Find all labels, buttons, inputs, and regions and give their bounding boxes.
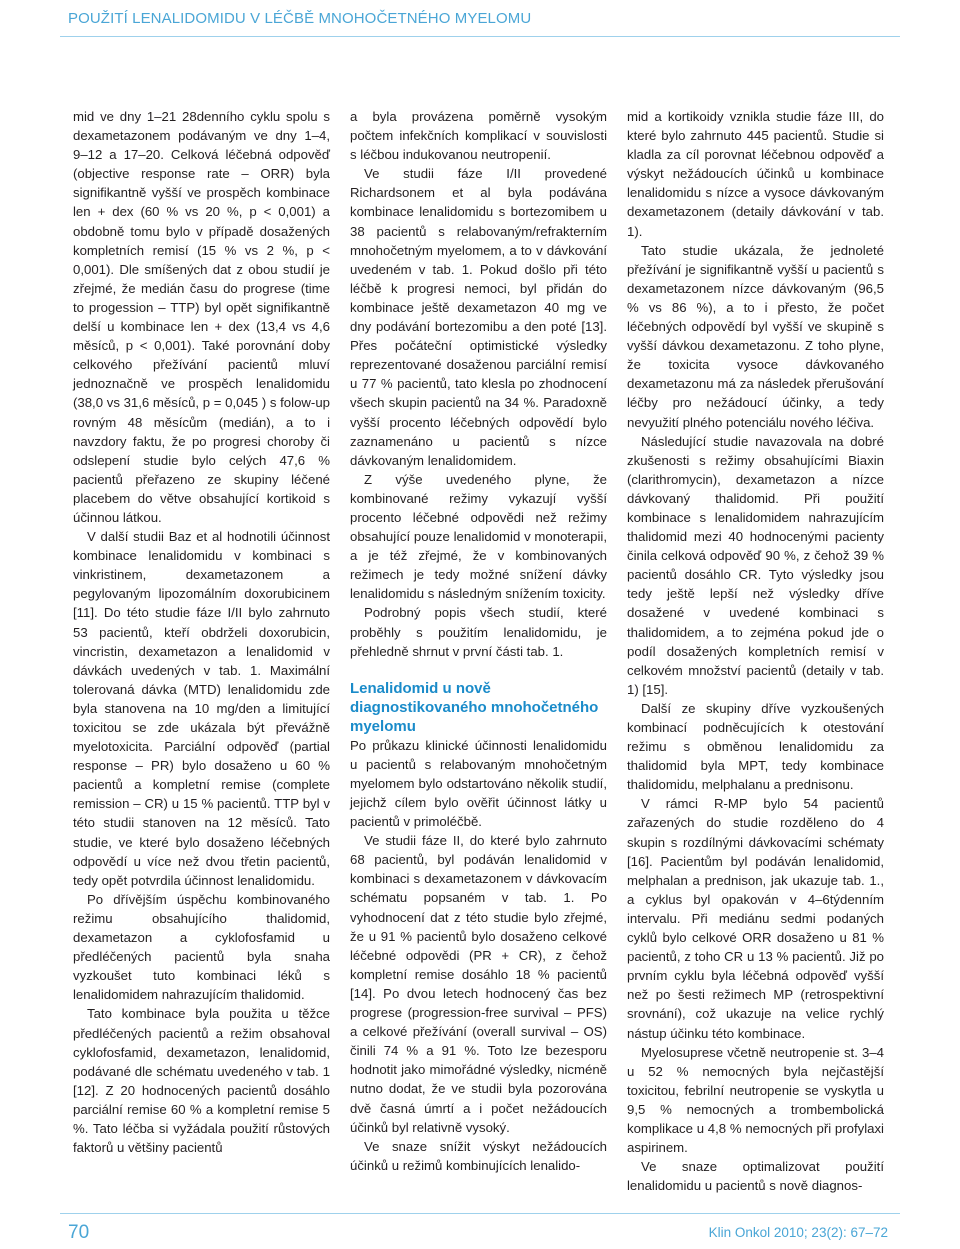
footer-divider xyxy=(60,1213,900,1214)
paragraph: Podrobný popis všech studií, které proběhly s použitím lenalidomidu, je přehledně shrnut v první části tab. 1. xyxy=(350,605,607,659)
paragraph: V rámci R-MP bylo 54 pacientů zařazených do studie rozděleno do 4 skupin s rozdílnými dávkovacími schématy [16]. Pacientům byl podáván lenalidomid, melphalan a prednison, jak ukazuje tab. 1., a cyklus byl opakován v 4–6týdenním intervalu. Při mediánu sedmi podaných cyklů bylo celkové ORR dosaženo u 81 % pacientů, z toho CR u 13 % pacientů. Již po prvním cyklu byla léčebná odpověď vyšší než po šesti režimech MP (retrospektivní srovnání), což ukazuje na velice rychlý nástup účinku této kombinace. xyxy=(627,796,884,1041)
text-column-1 xyxy=(73,107,330,1157)
paragraph: Myelosuprese včetně neutropenie st. 3–4 u 52 % nemocných byla nejčastější toxicitou, febrilní neutropenie se vyskytla u 9,5 % nemocných a trombembolická komplikace u 4,8 % nemocných při profylaxi aspirinem. xyxy=(627,1044,884,1156)
paragraph: mid ve dny 1–21 28denního cyklu spolu s dexametazonem podávaným ve dny 1–4, 9–12 a 17–20. Celková léčebná odpověď (objective response rate – ORR) byla signifikantně vyšší ve prospěch kombinace len + dex (60 % vs 20 %, p < 0,001) a obdobně tomu bylo v případě dosažených kompletních remisí (15 % vs 2 %, p < 0,001). Dle smíšených dat z obou studií je zřejmé, že medián času do progrese (time to progession – TTP) byl opět signifikantně delší u kombinace len + dex (13,4 vs 4,6 měsíců, p < 0,001). Také porovnání doby celkového přežívání pacientů mluví jednoznačně ve prospěch lenalidomidu (38,0 vs 31,6 měsíců, p = 0,045 ) s folow-up rovným 48 měsícům (medián), a to i navzdory faktu, že po progresi choroby či odslepení studie bylo celých 47,6 % pacientů přeřazeno ze skupiny léčené placebem do větve obsahující kortikoid s účinnou látkou. xyxy=(73,109,330,525)
paragraph: a byla provázena poměrně vysokým počtem infekčních komplikací v souvislosti s léčbou indukovanou neutropenií. xyxy=(350,109,607,163)
paragraph: Další ze skupiny dříve vyzkoušených kombinací podněcujících k otestování režimu s obměnou lenalidomidu za thalidomid byla MPT, tedy kombinace thalidomidu, melphalanu a prednisonu. xyxy=(627,700,884,793)
paragraph: Ve studii fáze II, do které bylo zahrnuto 68 pacientů, byl podáván lenalidomid v kombinaci s dexametazonem v dávkovacím schématu popsaném v tab. 1. Po vyhodnocení dat z této studie bylo zřejmé, že u 91 % pacientů bylo dosaženo celkové léčebné odpovědi (PR + CR), z čehož kompletní remise dosáhlo 18 % pacientů [14]. Po dvou letech hodnocený čas bez progrese (progression-free survival – PFS) a celkové přežívání (overall survival – OS) činili 74 % a 91 %. Toto lze bezesporu hodnotit jako mimořádné výsledky, nicméně nutno dodat, že ve studii byla pozorována dvě časná úmrtí a i počet nežádoucích účinků byl relativně vysoký. xyxy=(350,833,607,1135)
text-column-2 xyxy=(350,107,607,1175)
header-divider xyxy=(60,36,900,37)
paragraph: Po dřívějším úspěchu kombinovaného režimu obsahujícího thalidomid, dexametazon a cyklofosfamid u předléčených pacientů byla snaha vyzkoušet tuto kombinaci léků s lenalidomidem nahrazujícím thalidomid. xyxy=(73,891,330,1003)
paragraph: Ve snaze snížit výskyt nežádoucích účinků u režimů kombinujících lenalido- xyxy=(350,1138,607,1173)
paragraph: Následující studie navazovala na dobré zkušenosti s režimy obsahujícími Biaxin (clarithromycin), dexametazon a nízce dávkovaný thalidomid. Při použití kombinace s lenalidomidem nahrazujícím thalidomid mezi 40 hodnocenými pacienty činila celková odpověď 90 %, z čehož 39 % pacientů dosáhlo CR. Tyto výsledky jsou tedy ještě lepší než výsledky dříve dosažené v uvedené kombinaci s thalidomidem, a to zejména pokud jde o podíl dosažených kompletních remisí v celkovém množství pacientů (detaily v tab. 1) [15]. xyxy=(627,433,884,697)
paragraph: mid a kortikoidy vznikla studie fáze III, do které bylo zahrnuto 445 pacientů. Studie si kladla za cíl porovnat léčebnou odpověď a výskyt nežádoucích účinků u kombinace lenalidomidu s nízce a vysoce dávkovaným dexametazonem (detaily dávkování v tab. 1). xyxy=(627,109,884,239)
paragraph: Ve snaze optimalizovat použití lenalidomidu u pacientů s nově diagnos- xyxy=(627,1159,884,1194)
text-column-3 xyxy=(627,107,884,1195)
paragraph: Z výše uvedeného plyne, že kombinované režimy vykazují vyšší procento léčebné odpovědi než režimy obsahující pouze lenalidomid v monoterapii, a je též zřejmé, že v kombinovaných režimech je tedy možné snížení dávky lenalidomidu s následným snížením toxicity. xyxy=(350,471,607,602)
section-heading: Lenalidomid u nově diagnostikovaného mnohočetného myelomu xyxy=(350,679,599,735)
paragraph: Tato studie ukázala, že jednoleté přežívání je signifikantně vyšší u pacientů s dexametazonem nízce dávkovaným (96,5 % vs 86 %), a to i přesto, že počet léčebných odpovědí byl vyšší ve skupině s vyšší dávkou dexametazonu. Z toho plyne, že toxicita vysoce dávkovaného dexametazonu má za následek přerušování léčby pro nežádoucí účinky, a tedy nevyužití plného potenciálu nového léčiva. xyxy=(627,242,884,430)
paragraph: Ve studii fáze I/II provedené Richardsonem et al byla podávána kombinace lenalidomidu s bortezomibem u 38 pacientů s relabovaným/refrakterním mnohočetným myelomem, a to v dávkování uvedeném v tab. 1. Pokud došlo při této léčbě k progresi nemoci, byl přidán do kombinace ještě dexametazon 40 mg ve dny podávání bortezomibu a den poté [13]. Přes počáteční optimistické výsledky reprezentované dosaženou parciální remisí u 77 % pacientů, tato klesla po zhodnocení všech skupin pacientů na 34 %. Paradoxně vyšší procento léčebných odpovědí bylo zaznamenáno u pacientů s nízce dávkovaným lenalidomidem. xyxy=(350,166,607,468)
paragraph: V další studii Baz et al hodnotili účinnost kombinace lenalidomidu v kombinaci s vinkristinem, dexametazonem a pegylovaným lipozomálním doxorubicinem [11]. Do této studie fáze I/II bylo zahrnuto 53 pacientů, kteří obdrželi doxorubicin, vincristin, dexametazon a lenalidomid v dávkách uvedených v tab. 1. Maximální tolerovaná dávka (MTD) lenalidomidu zde byla stanovena na 10 mg/den a limitující toxicitou se zde ukázala být převážně myelotoxicita. Parciální odpověď (partial response – PR) bylo dosaženo u 60 % pacientů a kompletní remise (complete remission – CR) u 15 % pacientů. TTP byl v této studii stanoven na 12 měsíců. Tato studie, ve které bylo dosaženo léčebných odpovědí u více než dvou třetin pacientů, tedy opět potvrdila účinnost lenalidomidu. xyxy=(73,529,330,888)
paragraph: Po průkazu klinické účinnosti lenalidomidu u pacientů s relabovaným mnohočetným myelomem bylo odstartováno několik studií, jejichž cílem bylo ověřit účinnost látky u pacientů v primoléčbě. xyxy=(350,737,607,830)
page-number: 70 xyxy=(68,1222,90,1243)
running-header: POUŽITÍ LENALIDOMIDU V LÉČBĚ MNOHOČETNÉHO MYELOMU xyxy=(68,10,532,27)
paragraph: Tato kombinace byla použita u těžce předléčených pacientů a režim obsahoval cyklofosfamid, dexametazon, lenalidomid, podávané dle schématu uvedeného v tab. 1 [12]. Z 20 hodnocených pacientů dosáhlo parciální remise 60 % a kompletní remise 5 %. Tato léčba si vyžádala použití růstových faktorů u většiny pacientů xyxy=(73,1006,330,1156)
journal-citation: Klin Onkol 2010; 23(2): 67–72 xyxy=(708,1225,888,1240)
